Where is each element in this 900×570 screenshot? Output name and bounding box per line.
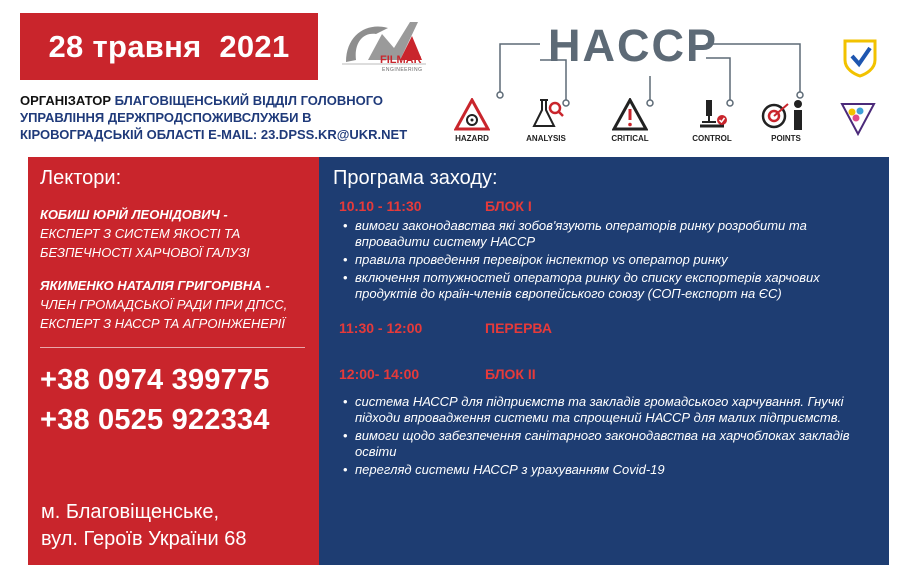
analysis-icon <box>528 96 564 132</box>
phone-number: +38 0525 922334 <box>40 404 270 436</box>
hazard-icon <box>454 98 490 132</box>
venue-address <box>41 499 247 553</box>
list-item: • правила проведення перевірок інспектор vs оператор ринку <box>343 252 853 268</box>
slot-time: 10.10 - 11:30 <box>339 198 422 214</box>
organizer-info <box>20 92 420 143</box>
microscope-icon <box>694 96 730 132</box>
lecturers-panel <box>28 157 319 565</box>
slot-label: БЛОК ІІ <box>485 366 536 382</box>
address-line: вул. Героїв України 68 <box>41 528 247 550</box>
label-control: CONTROL <box>692 134 732 143</box>
target-person-icon <box>760 96 808 132</box>
slot-items <box>343 218 889 302</box>
label-analysis: ANALYSIS <box>526 134 566 143</box>
organizer-lead: ОРГАНІЗАТОР <box>20 93 112 108</box>
logo-wordmark: FILMAR <box>380 54 422 66</box>
label-points: POINTS <box>771 134 801 143</box>
organizer-text: БЛАГОВІЩЕНСЬКИЙ ВІДДІЛ ГОЛОВНОГО УПРАВЛІННЯ ДЕРЖПРОДСПОЖИВСЛУЖБИ В КІРОВОГРАДСЬКІЙ ОБЛАСТІ E-MAIL: 23.DPSS.KR@UKR.NET <box>20 93 408 142</box>
list-item: • включення потужностей оператора ринку до списку експортерів харчових продуктів до країн-членів європейського союзу (СОП-експорт на ЄС) <box>343 270 853 302</box>
slot-items <box>343 394 889 478</box>
lecturer-description: ЕКСПЕРТ З СИСТЕМ ЯКОСТІ ТА БЕЗПЕЧНОСТІ ХАРЧОВОЇ ГАЛУЗІ <box>40 226 250 260</box>
header <box>0 0 900 152</box>
logo-subtitle: ENGINEERING <box>382 67 423 73</box>
lecturers-heading: Лектори: <box>40 167 122 189</box>
haccp-title: HACCP <box>548 20 719 71</box>
list-item: • вимоги щодо забезпечення санітарного законодавства на харчоблоках закладів освіти <box>343 428 853 460</box>
program-slot <box>339 198 889 214</box>
program-panel <box>319 157 889 565</box>
lecturer-name: ЯКИМЕНКО НАТАЛІЯ ГРИГОРІВНА - <box>40 278 270 293</box>
label-hazard: HAZARD <box>455 134 489 143</box>
program-heading: Програма заходу: <box>333 167 498 189</box>
event-date-banner <box>20 13 318 80</box>
critical-warning-icon <box>612 98 648 132</box>
program-slot <box>339 320 889 336</box>
list-item: • перегляд системи НАССР з урахуванням Covid-19 <box>343 462 853 478</box>
address-line: м. Благовіщенське, <box>41 501 220 523</box>
list-item: • система НАССР для підприємств та закладів громадського харчування. Гнучкі підходи впровадження системи та спрощений НАССР для малих підприємств. <box>343 394 853 426</box>
label-critical: CRITICAL <box>611 134 649 143</box>
list-item: • вимоги законодавства які зобов'язують операторів ринку розробити та впровадити систему НАССР <box>343 218 853 250</box>
lecturer-name: КОБИШ ЮРІЙ ЛЕОНІДОВИЧ - <box>40 207 228 222</box>
phone-number: +38 0974 399775 <box>40 364 270 396</box>
event-date: 28 травня 2021 <box>48 28 290 64</box>
shield-checkmark-icon <box>842 38 878 78</box>
slot-time: 11:30 - 12:00 <box>339 320 423 336</box>
program-slot <box>339 366 889 382</box>
slot-label: БЛОК І <box>485 198 532 214</box>
divider <box>40 347 305 348</box>
slot-time: 12:00- 14:00 <box>339 366 420 382</box>
organization-emblem-icon <box>838 100 878 136</box>
slot-label: ПЕРЕРВА <box>485 320 552 336</box>
lecturer-description: ЧЛЕН ГРОМАДСЬКОЇ РАДИ ПРИ ДПСС, ЕКСПЕРТ З НАССР ТА АГРОІНЖЕНЕРІЇ <box>40 297 288 331</box>
